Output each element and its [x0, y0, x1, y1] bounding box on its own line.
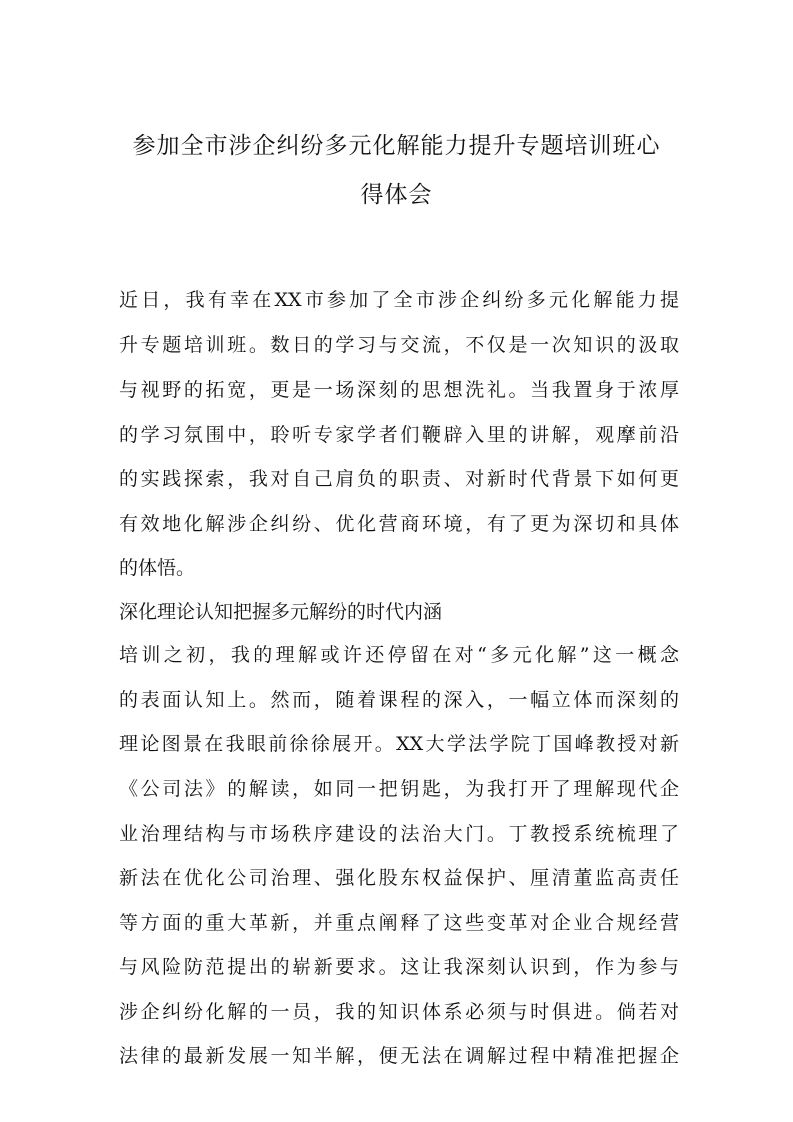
paragraph-1-line: 有效地化解涉企纠纷、优化营商环境，有了更为深切和具体	[119, 513, 679, 535]
paragraph-2-line: 涉企纠纷化解的一员，我的知识体系必须与时俱进。倘若对	[119, 1001, 679, 1023]
paragraph-2-line: 《公司法》的解读，如同一把钥匙，为我打开了理解现代企	[119, 778, 679, 800]
paragraph-2-line: 法律的最新发展一知半解，便无法在调解过程中精准把握企	[119, 1045, 679, 1067]
paragraph-1-line: 近日，我有幸在XX市参加了全市涉企纠纷多元化解能力提	[119, 289, 679, 311]
paragraph-1-line: 升专题培训班。数日的学习与交流，不仅是一次知识的汲取	[119, 334, 679, 356]
paragraph-2-line: 等方面的重大革新，并重点阐释了这些变革对企业合规经营	[119, 912, 679, 934]
paragraph-2-line: 与风险防范提出的崭新要求。这让我深刻认识到，作为参与	[119, 956, 679, 978]
paragraph-1-line: 与视野的拓宽，更是一场深刻的思想洗礼。当我置身于浓厚	[119, 379, 679, 401]
paragraph-1-line: 的学习氛围中，聆听专家学者们鞭辟入里的讲解，观摩前沿	[119, 424, 679, 446]
document-title-line-2: 得体会	[360, 182, 433, 208]
document-title-line-1: 参加全市涉企纠纷多元化解能力提升专题培训班心	[132, 133, 661, 159]
paragraph-2-line: 的表面认知上。然而，随着课程的深入，一幅立体而深刻的	[119, 689, 679, 711]
paragraph-1-line: 的实践探索，我对自己肩负的职责、对新时代背景下如何更	[119, 468, 679, 490]
paragraph-2-line: 业治理结构与市场秩序建设的法治大门。丁教授系统梳理了	[119, 823, 679, 845]
paragraph-2-line: 理论图景在我眼前徐徐展开。XX大学法学院丁国峰教授对新	[119, 733, 679, 755]
paragraph-2-line: 培训之初，我的理解或许还停留在对“多元化解”这一概念	[119, 644, 679, 666]
section-heading: 深化理论认知把握多元解纷的时代内涵	[119, 601, 443, 623]
paragraph-1-line: 的体悟。	[119, 557, 196, 579]
paragraph-2-line: 新法在优化公司治理、强化股东权益保护、厘清董监高责任	[119, 867, 679, 889]
